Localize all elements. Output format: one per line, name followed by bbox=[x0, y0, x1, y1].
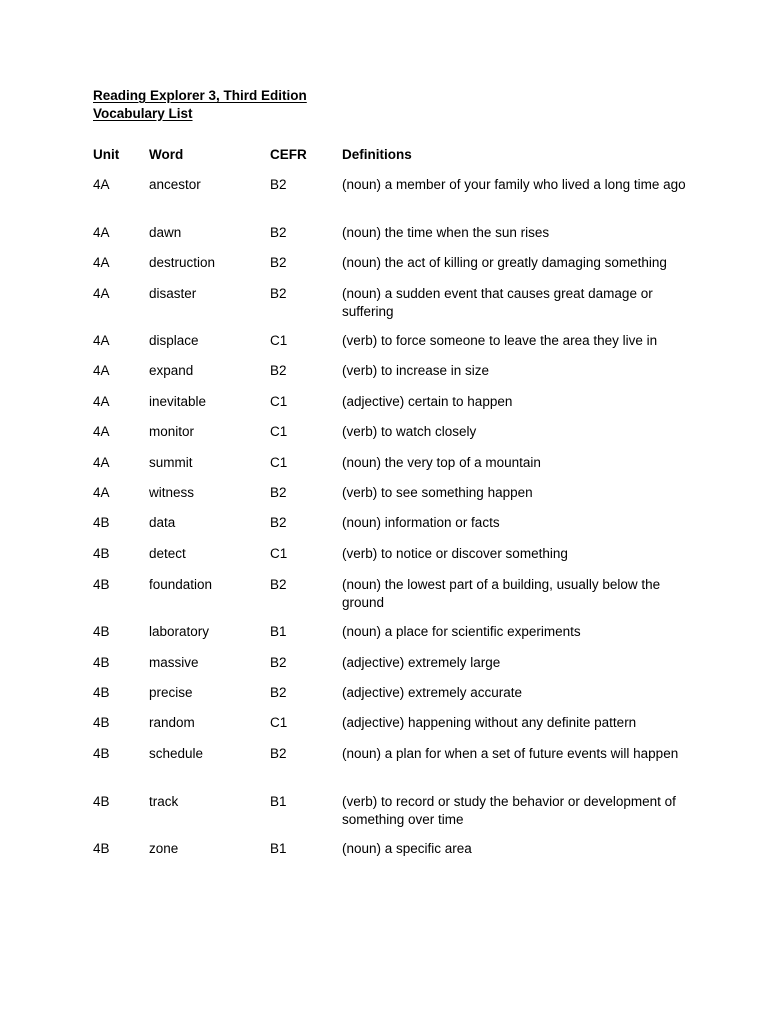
cell-word: detect bbox=[149, 546, 186, 561]
cell-unit: 4A bbox=[93, 455, 110, 470]
cell-word: displace bbox=[149, 333, 199, 348]
cell-definition: (noun) a sudden event that causes great damage or suffering bbox=[342, 286, 653, 319]
cell-cefr: B1 bbox=[270, 841, 287, 856]
cell-unit: 4B bbox=[93, 546, 110, 561]
cell-cefr: B2 bbox=[270, 577, 287, 592]
cell-cefr: C1 bbox=[270, 455, 288, 470]
cell-cefr: C1 bbox=[270, 394, 288, 409]
cell-unit: 4A bbox=[93, 333, 110, 348]
cell-unit: 4A bbox=[93, 394, 110, 409]
cell-definition: (verb) to force someone to leave the area they live in bbox=[342, 333, 658, 348]
cell-unit: 4A bbox=[93, 485, 110, 500]
cell-word: disaster bbox=[149, 286, 197, 301]
cell-definition: (verb) to notice or discover something bbox=[342, 546, 568, 561]
cell-unit: 4B bbox=[93, 715, 110, 730]
cell-unit: 4B bbox=[93, 746, 110, 761]
cell-unit: 4A bbox=[93, 225, 110, 240]
cell-cefr: B2 bbox=[270, 363, 287, 378]
cell-definition: (noun) the lowest part of a building, usually below the ground bbox=[342, 577, 661, 610]
cell-cefr: C1 bbox=[270, 715, 288, 730]
header-word: Word bbox=[149, 147, 184, 162]
cell-definition: (adjective) extremely large bbox=[342, 655, 501, 670]
header-unit: Unit bbox=[93, 147, 120, 162]
cell-definition: (verb) to see something happen bbox=[342, 485, 533, 500]
cell-word: data bbox=[149, 515, 176, 530]
cell-unit: 4B bbox=[93, 577, 110, 592]
cell-cefr: B2 bbox=[270, 177, 287, 192]
cell-word: precise bbox=[149, 685, 193, 700]
cell-cefr: B2 bbox=[270, 655, 287, 670]
cell-word: track bbox=[149, 794, 179, 809]
cell-definition: (adjective) happening without any definite pattern bbox=[342, 715, 637, 730]
cell-word: ancestor bbox=[149, 177, 201, 192]
document-subtitle: Vocabulary List bbox=[93, 105, 193, 121]
cell-word: monitor bbox=[149, 424, 195, 439]
cell-word: laboratory bbox=[149, 624, 210, 639]
cell-cefr: B2 bbox=[270, 746, 287, 761]
cell-cefr: B2 bbox=[270, 485, 287, 500]
cell-unit: 4B bbox=[93, 624, 110, 639]
cell-cefr: B1 bbox=[270, 794, 287, 809]
cell-cefr: B2 bbox=[270, 225, 287, 240]
cell-word: destruction bbox=[149, 255, 216, 270]
cell-word: foundation bbox=[149, 577, 213, 592]
cell-unit: 4A bbox=[93, 424, 110, 439]
cell-definition: (noun) a place for scientific experiments bbox=[342, 624, 581, 639]
cell-word: zone bbox=[149, 841, 179, 856]
header-definitions: Definitions bbox=[342, 147, 412, 162]
cell-definition: (adjective) extremely accurate bbox=[342, 685, 523, 700]
cell-word: summit bbox=[149, 455, 193, 470]
cell-cefr: B2 bbox=[270, 286, 287, 301]
cell-unit: 4A bbox=[93, 255, 110, 270]
cell-unit: 4B bbox=[93, 655, 110, 670]
cell-cefr: C1 bbox=[270, 333, 288, 348]
document-title-block bbox=[93, 87, 307, 122]
cell-definition: (adjective) certain to happen bbox=[342, 394, 513, 409]
cell-definition: (verb) to increase in size bbox=[342, 363, 490, 378]
cell-word: expand bbox=[149, 363, 194, 378]
cell-word: massive bbox=[149, 655, 199, 670]
cell-cefr: B1 bbox=[270, 624, 287, 639]
cell-unit: 4B bbox=[93, 841, 110, 856]
cell-word: schedule bbox=[149, 746, 204, 761]
cell-unit: 4A bbox=[93, 177, 110, 192]
cell-unit: 4B bbox=[93, 794, 110, 809]
cell-unit: 4A bbox=[93, 286, 110, 301]
cell-word: witness bbox=[149, 485, 195, 500]
cell-definition: (noun) the act of killing or greatly damaging something bbox=[342, 255, 667, 270]
cell-definition: (noun) the time when the sun rises bbox=[342, 225, 550, 240]
cell-cefr: C1 bbox=[270, 424, 288, 439]
cell-unit: 4B bbox=[93, 685, 110, 700]
cell-word: random bbox=[149, 715, 195, 730]
document-title: Reading Explorer 3, Third Edition bbox=[93, 88, 307, 103]
cell-definition: (noun) a specific area bbox=[342, 841, 472, 856]
cell-cefr: B2 bbox=[270, 515, 287, 530]
cell-cefr: B2 bbox=[270, 685, 287, 700]
cell-definition: (noun) a member of your family who lived a long time ago bbox=[342, 177, 686, 192]
cell-word: inevitable bbox=[149, 394, 207, 409]
cell-word: dawn bbox=[149, 225, 182, 240]
cell-definition: (verb) to watch closely bbox=[342, 424, 477, 439]
cell-definition: (noun) information or facts bbox=[342, 515, 500, 530]
cell-definition: (noun) a plan for when a set of future events will happen bbox=[342, 746, 679, 761]
cell-unit: 4A bbox=[93, 363, 110, 378]
header-cefr: CEFR bbox=[270, 147, 307, 162]
cell-unit: 4B bbox=[93, 515, 110, 530]
cell-definition: (verb) to record or study the behavior or development of something over time bbox=[342, 794, 676, 827]
cell-cefr: B2 bbox=[270, 255, 287, 270]
cell-cefr: C1 bbox=[270, 546, 288, 561]
cell-definition: (noun) the very top of a mountain bbox=[342, 455, 541, 470]
